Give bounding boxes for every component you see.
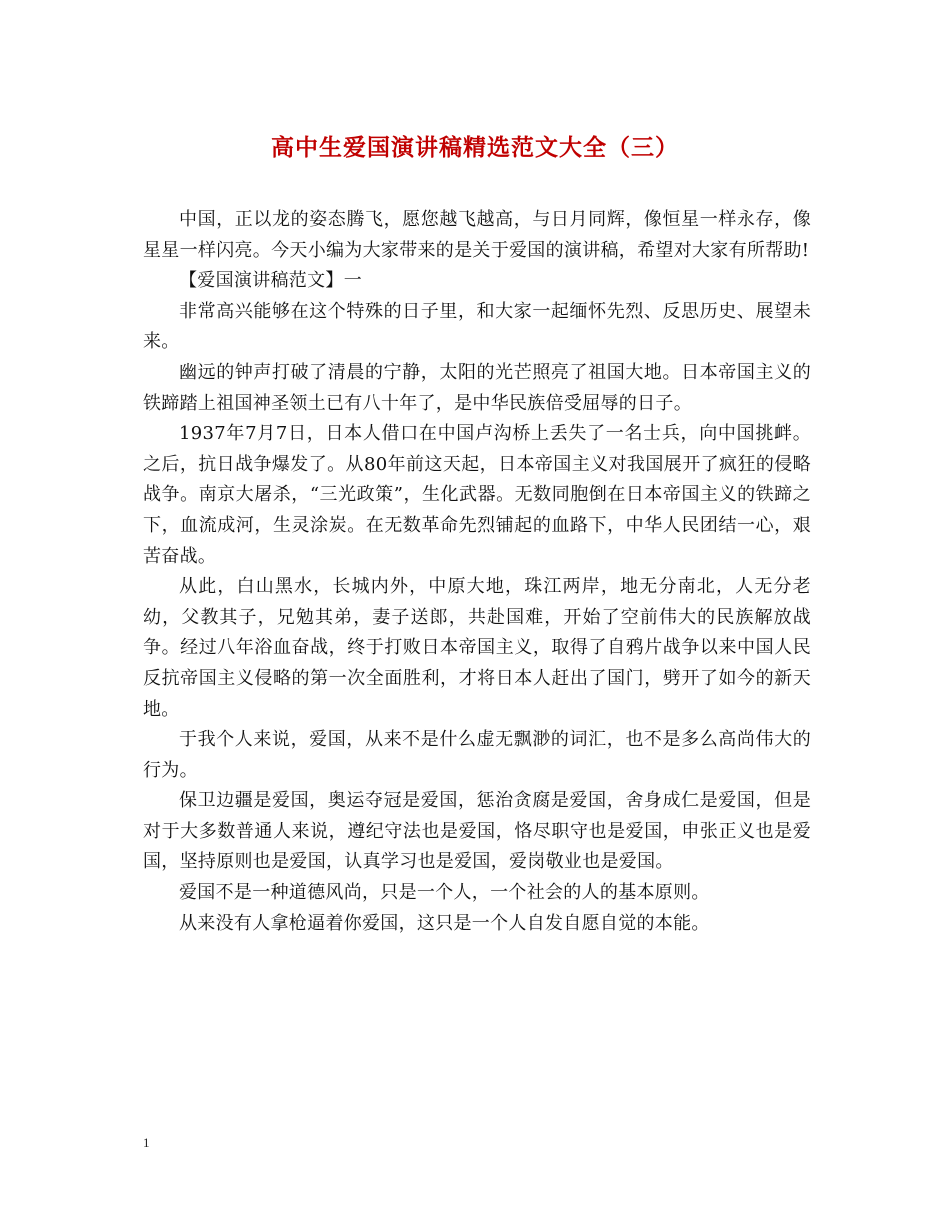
paragraph: 非常高兴能够在这个特殊的日子里，和大家一起缅怀先烈、反思历史、展望未来。 [143,300,811,353]
paragraph: 于我个人来说，爱国，从来不是什么虚无飘渺的词汇，也不是多么高尚伟大的行为。 [143,729,811,781]
paragraph: 从来没有人拿枪逼着你爱国，这只是一个人自发自愿自觉的本能。 [179,912,710,934]
paragraph: 1937年7月7日，日本人借口在中国卢沟桥上丢失了一名士兵，向中国挑衅。之后，抗日战争爆发了。从80年前这天起，日本帝国主义对我国展开了疯狂的侵略战争。南京大屠杀，“三光政策”，生化武器。无数同胞倒在日本帝国主义的铁蹄之下，血流成河，生灵涂炭。在无数革命先烈铺起的血路下，中华人民团结一心，艰苦奋战。 [143,423,811,567]
paragraph: 中国，正以龙的姿态腾飞，愿您越飞越高，与日月同辉，像恒星一样永存，像星星一样闪亮。今天小编为大家带来的是关于爱国的演讲稿，希望对大家有所帮助! [143,209,811,261]
paragraph: 幽远的钟声打破了清晨的宁静，太阳的光芒照亮了祖国大地。日本帝国主义的铁蹄踏上祖国神圣领土已有八十年了，是中华民族倍受屈辱的日子。 [143,361,811,414]
document-title: 高中生爱国演讲稿精选范文大全（三） [271,134,679,161]
document-body [143,205,811,939]
page-number: 1 [143,1135,150,1150]
section-heading: 【爱国演讲稿范文】一 [179,270,362,292]
paragraph: 从此，白山黑水，长城内外，中原大地，珠江两岸，地无分南北，人无分老幼，父教其子，兄勉其弟，妻子送郎，共赴国难，开始了空前伟大的民族解放战争。经过八年浴血奋战，终于打败日本帝国主义，取得了自鸦片战争以来中国人民反抗帝国主义侵略的第一次全面胜利，才将日本人赶出了国门，劈开了如今的新天地。 [143,576,811,720]
paragraph: 爱国不是一种道德风尚，只是一个人，一个社会的人的基本原则。 [179,882,710,904]
paragraph: 保卫边疆是爱国，奥运夺冠是爱国，惩治贪腐是爱国，舍身成仁是爱国，但是对于大多数普通人来说，遵纪守法也是爱国，恪尽职守也是爱国，申张正义也是爱国，坚持原则也是爱国，认真学习也是爱国，爱岗敬业也是爱国。 [143,790,811,873]
